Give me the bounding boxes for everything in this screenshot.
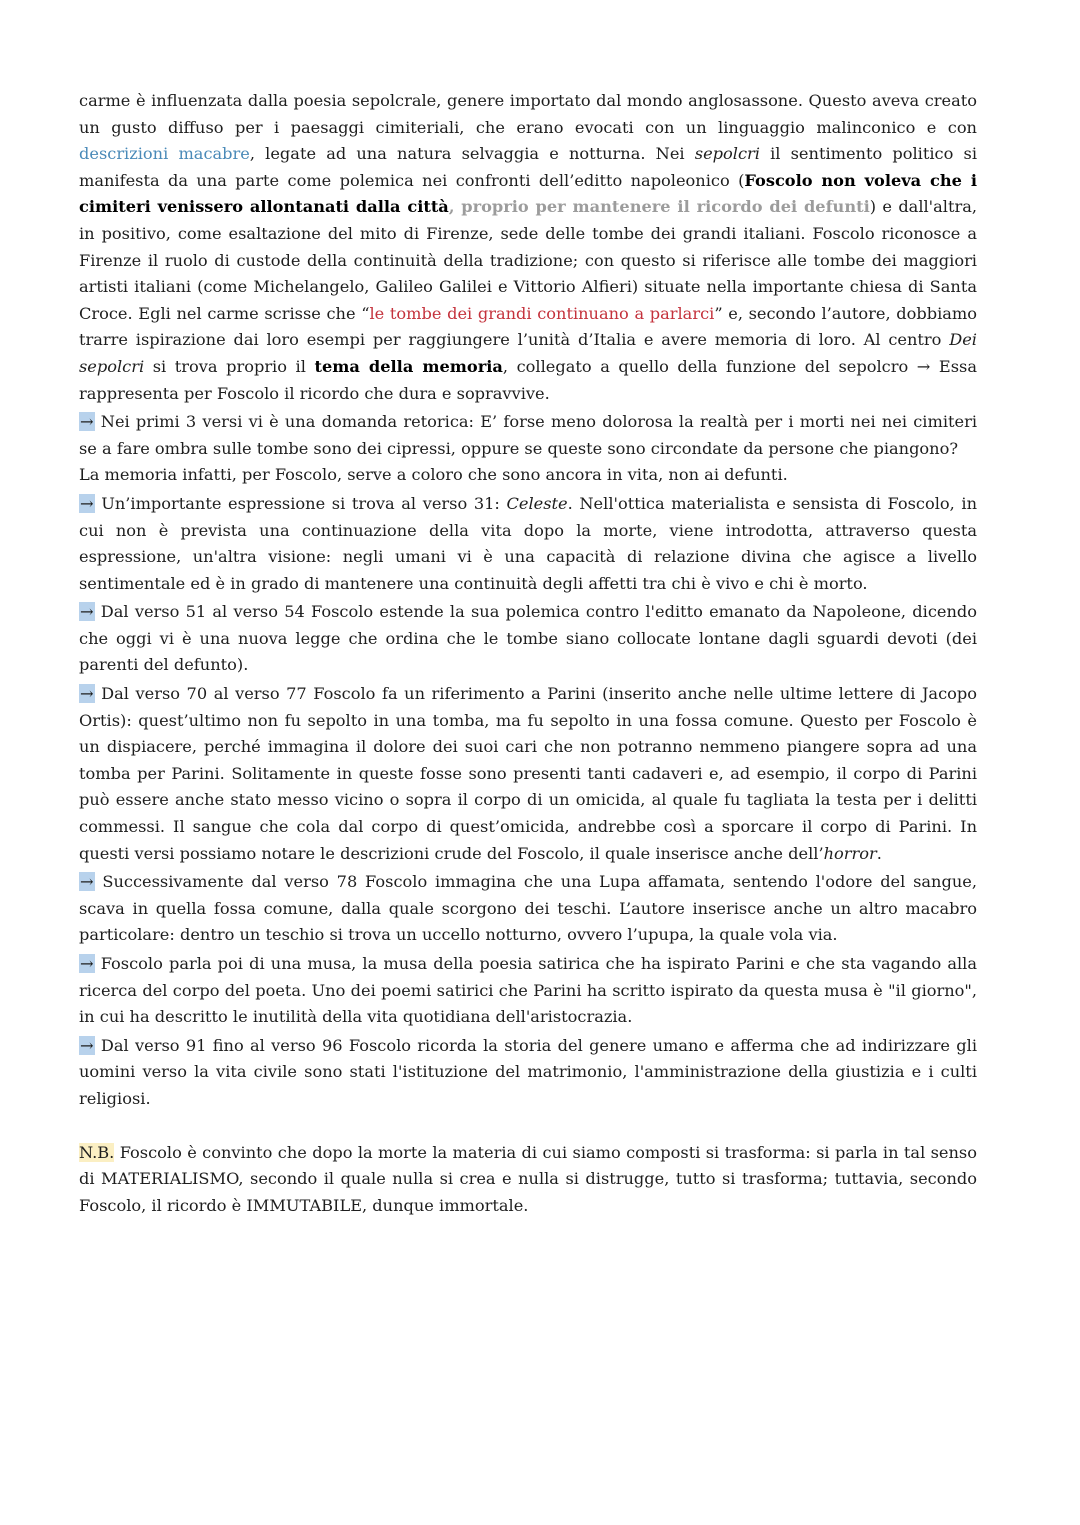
arrow-right-icon: → bbox=[80, 493, 94, 513]
nb-label: N.B. bbox=[79, 1142, 115, 1162]
arrow-right-icon: → bbox=[80, 412, 94, 432]
bullet-text: Dal verso 51 al verso 54 Foscolo estende la sua polemica contro l'editto emanato da Napoleone, dicendo che oggi vi è una nuova legge che ordina che le tombe siano collocate lontane dagli sguardi devoti (dei parenti del defunto). bbox=[79, 602, 977, 675]
nb-text: Foscolo è convinto che dopo la morte la materia di cui siamo composti si trasforma: si parla in tal senso di MATERIALISMO, secondo il quale nulla si crea e nulla si distrugge, tutto si trasforma; tuttavia, secondo Foscolo, il ricordo è IMMUTABILE, dunque immortale. bbox=[79, 1142, 977, 1215]
intro-text: si trova proprio il bbox=[144, 356, 315, 376]
bullet-text: Un’importante espressione si trova al verso 31: bbox=[94, 493, 507, 513]
intro-text: ” e, secondo l’autore, dobbiamo trarre ispirazione dai loro esempi per raggiungere l’unità d’Italia e avere memoria di loro. Al centro bbox=[79, 303, 978, 350]
bullet-text: Nei primi 3 versi vi è una domanda retorica: E’ forse meno dolorosa la realtà per i morti nei nei cimiteri se a fare ombra sulle tombe sono dei cipressi, oppure se queste sono circondate da persone che piangono? bbox=[79, 412, 977, 458]
blue-highlight-text: descrizioni macabre bbox=[79, 144, 250, 164]
document-page bbox=[79, 88, 977, 1219]
italic-text: horror bbox=[823, 843, 877, 863]
intro-text: carme è influenzata dalla poesia sepolcrale, genere importato dal mondo anglosassone. Questo aveva creato un gusto diffuso per i paesaggi cimiteriali, che erano evocati con un linguaggio malinconico e con bbox=[79, 91, 977, 137]
bullet-text: Successivamente dal verso 78 Foscolo immagina che una Lupa affamata, sentendo l'odore del sangue, scava in quella fossa comune, dalla quale scorgono dei teschi. L’autore inserisce anche un altro macabro particolare: dentro un teschio si trova un uccello notturno, ovvero l’upupa, la quale vola via. bbox=[79, 872, 977, 945]
bullet-paragraph bbox=[79, 409, 977, 489]
spacer bbox=[79, 1113, 977, 1140]
bullet-paragraph bbox=[79, 491, 977, 597]
italic-text: sepolcri bbox=[694, 144, 760, 164]
bold-text: Foscolo non voleva che i cimiteri venissero allontanati dalla città bbox=[79, 170, 977, 217]
bullet-text: La memoria infatti, per Foscolo, serve a coloro che sono ancora in vita, non ai defunti. bbox=[79, 465, 788, 485]
arrow-right-icon: → bbox=[80, 954, 94, 973]
bullet-paragraph bbox=[79, 599, 977, 679]
italic-text: Celeste bbox=[506, 493, 568, 513]
nb-paragraph bbox=[79, 1140, 977, 1220]
intro-text: , legate ad una natura selvaggia e notturna. Nei bbox=[249, 144, 695, 164]
bullet-paragraph bbox=[79, 681, 977, 867]
bullet-paragraph bbox=[79, 951, 977, 1031]
arrow-right-icon: → bbox=[80, 602, 94, 622]
intro-paragraph bbox=[79, 88, 977, 407]
arrow-right-icon: → bbox=[80, 684, 94, 704]
intro-text: ) e dall'altra, in positivo, come esaltazione del mito di Firenze, sede delle tombe dei grandi italiani. Foscolo riconosce a Firenze il ruolo di custode della continuità della tradizione; con questo si riferisce alle tombe dei maggiori artisti italiani (come Michelangelo, Galileo Galilei e Vittorio Alfieri) situate nella importante chiesa di Santa Croce. Egli nel carme scrisse che “ bbox=[79, 197, 978, 323]
grey-text: , proprio per mantenere il ricordo dei defunti bbox=[448, 197, 870, 217]
intro-text: il sentimento politico si manifesta da una parte come polemica nei confronti dell’editto napoleonico ( bbox=[79, 144, 978, 190]
bullet-text: . Nell'ottica materialista e sensista di Foscolo, in cui non è prevista una continuazione della vita dopo la morte, viene introdotta, attraverso questa espressione, un'altra visione: negli umani vi è una capacità di relazione divina che agisce a livello sentimentale ed è in grado di mantenere una continuità degli affetti tra chi è vivo e chi è morto. bbox=[79, 493, 977, 593]
arrow-right-icon: → bbox=[80, 872, 94, 892]
red-quote-text: le tombe dei grandi continuano a parlarci bbox=[369, 303, 715, 323]
italic-text: Dei sepolcri bbox=[79, 330, 977, 376]
arrow-right-icon: → bbox=[80, 1035, 94, 1055]
bullet-paragraph bbox=[79, 1033, 977, 1113]
bullet-text: Dal verso 91 fino al verso 96 Foscolo ricorda la storia del genere umano e afferma che ad indirizzare gli uomini verso la vita civile sono stati l'istituzione del matrimonio, l'amministrazione della giustizia e i culti religiosi. bbox=[79, 1035, 977, 1108]
bullet-text: . bbox=[876, 843, 882, 863]
bold-text: tema della memoria bbox=[314, 356, 503, 376]
intro-text: , collegato a quello della funzione del sepolcro → Essa rappresenta per Foscolo il ricordo che dura e sopravvive. bbox=[79, 356, 977, 403]
bullet-text: Foscolo parla poi di una musa, la musa della poesia satirica che ha ispirato Parini e che sta vagando alla ricerca del corpo del poeta. Uno dei poemi satirici che Parini ha scritto ispirato da questa musa è "il giorno", in cui ha descritto le inutilità della vita quotidiana dell'aristocrazia. bbox=[79, 954, 977, 1027]
bullet-text: Dal verso 70 al verso 77 Foscolo fa un riferimento a Parini (inserito anche nelle ultime lettere di Jacopo Ortis): quest’ultimo non fu sepolto in una tomba, ma fu sepolto in una fossa comune. Questo per Foscolo è un dispiacere, perché immagina il dolore dei suoi cari che non potranno nemmeno piangere sopra ad una tomba per Parini. Solitamente in queste fosse sono presenti tanti cadaveri e, ad esempio, il corpo di Parini può essere anche stato messo vicino o sopra il corpo di un omicida, al quale fu tagliata la testa per i delitti commessi. Il sangue che cola dal corpo di quest’omicida, andrebbe così a sporcare il corpo di Parini. In questi versi possiamo notare le descrizioni crude del Foscolo, il quale inserisce anche dell’ bbox=[79, 684, 977, 863]
bullet-paragraph bbox=[79, 869, 977, 949]
